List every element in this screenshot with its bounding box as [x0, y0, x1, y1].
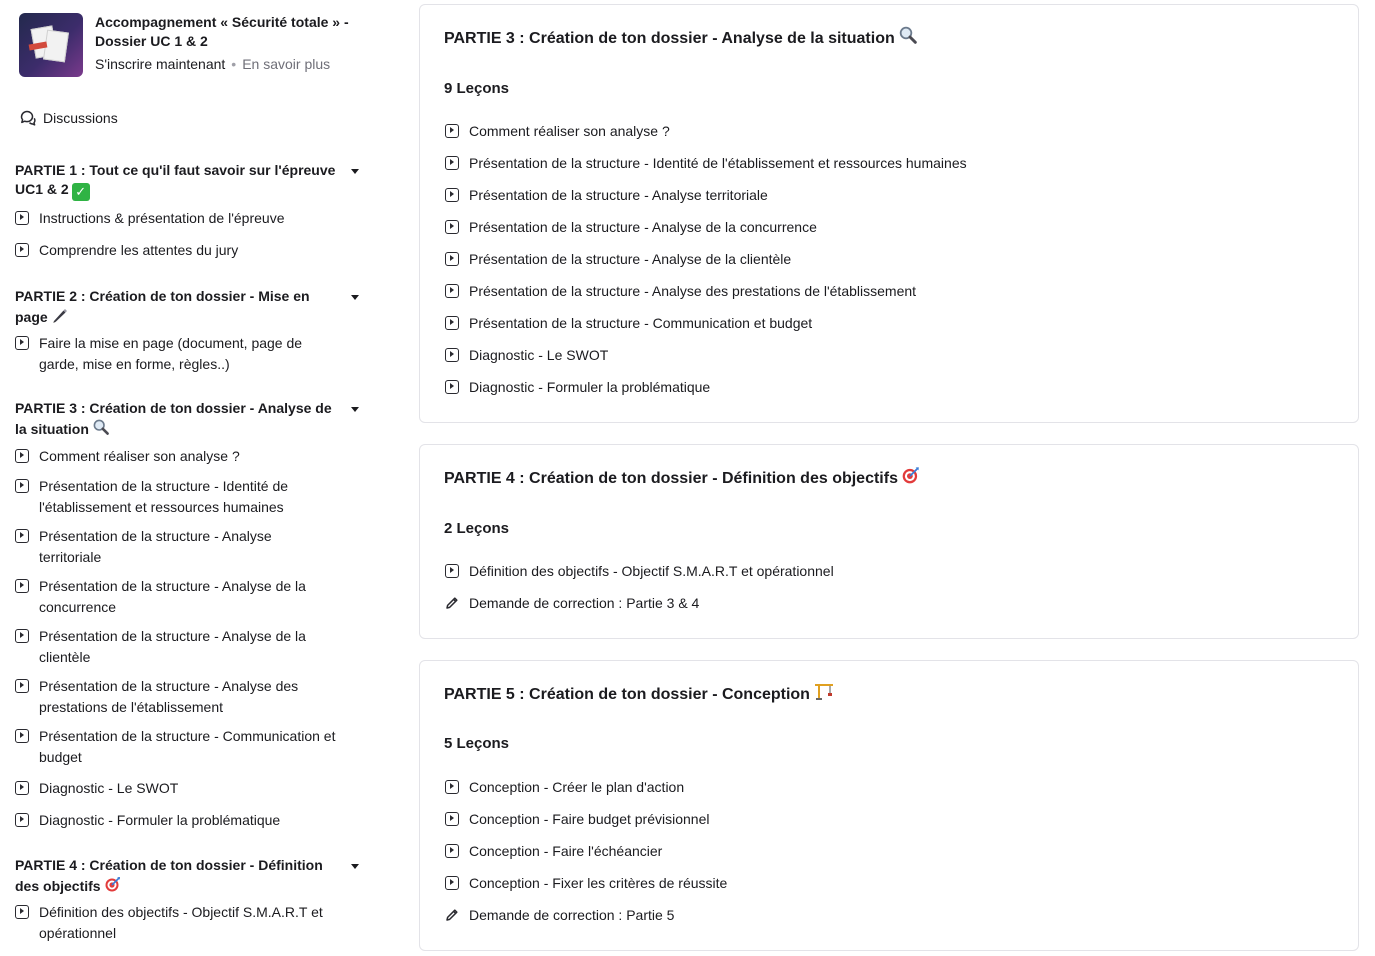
- lesson-item[interactable]: [445, 873, 727, 893]
- sidebar-lesson-item[interactable]: [15, 726, 370, 768]
- lesson-play-icon: [445, 316, 459, 330]
- lesson-label: Présentation de la structure - Analyse territoriale: [469, 187, 768, 203]
- lesson-count: 5 Leçons: [444, 735, 510, 752]
- sidebar-section-title-partie-4[interactable]: [15, 856, 340, 898]
- sidebar-section-title-text: PARTIE 2 : Création de ton dossier - Mise en page: [15, 288, 310, 325]
- lesson-item[interactable]: [445, 561, 834, 581]
- lesson-play-icon: [15, 729, 29, 743]
- pencil-icon: [445, 596, 459, 610]
- lesson-label: Diagnostic - Le SWOT: [469, 347, 609, 363]
- sidebar-lesson-item[interactable]: [15, 240, 370, 261]
- pen-emoji-icon: [51, 306, 69, 329]
- sidebar-lesson-item[interactable]: [15, 333, 370, 375]
- chevron-down-icon[interactable]: [351, 169, 359, 174]
- learn-more-link[interactable]: En savoir plus: [242, 56, 331, 72]
- sidebar-lesson-label: Faire la mise en page (document, page de garde, mise en forme, règles..): [39, 335, 303, 372]
- sidebar-section-title-text: PARTIE 3 : Création de ton dossier - Analyse de la situation: [15, 400, 332, 437]
- lesson-label: Conception - Fixer les critères de réussite: [469, 875, 728, 891]
- lesson-label: Présentation de la structure - Analyse de la clientèle: [469, 251, 792, 267]
- lesson-label: Demande de correction : Partie 3 & 4: [469, 595, 700, 611]
- lesson-item[interactable]: [445, 377, 710, 397]
- part-card-partie-5: [419, 660, 1359, 951]
- lesson-play-icon: [445, 220, 459, 234]
- lesson-play-icon: [445, 188, 459, 202]
- lesson-play-icon: [15, 449, 29, 463]
- sidebar-section-title-text: PARTIE 4 : Création de ton dossier - Définition des objectifs: [15, 857, 323, 894]
- discussions-link[interactable]: [19, 107, 118, 129]
- sidebar-lesson-item[interactable]: [15, 676, 370, 718]
- lesson-label: Demande de correction : Partie 5: [469, 907, 675, 923]
- lesson-label: Diagnostic - Formuler la problématique: [469, 379, 711, 395]
- lesson-play-icon: [15, 781, 29, 795]
- lesson-item[interactable]: [445, 777, 684, 797]
- course-title[interactable]: Accompagnement « Sécurité totale » - Dossier UC 1 & 2: [95, 14, 349, 49]
- lesson-count: 2 Leçons: [444, 520, 510, 537]
- lesson-label: Conception - Faire l'échéancier: [469, 843, 663, 859]
- lesson-play-icon: [445, 124, 459, 138]
- sidebar-lesson-label: Instructions & présentation de l'épreuve: [39, 210, 285, 226]
- course-thumbnail[interactable]: [19, 13, 83, 77]
- target-emoji-icon: [901, 465, 921, 492]
- part-title-text: PARTIE 5 : Création de ton dossier - Conception: [444, 686, 810, 703]
- discussions-label: Discussions: [43, 110, 118, 126]
- lesson-item[interactable]: [445, 313, 812, 333]
- lesson-play-icon: [445, 780, 459, 794]
- lesson-play-icon: [15, 679, 29, 693]
- sidebar-lesson-label: Présentation de la structure - Analyse territoriale: [39, 528, 272, 565]
- part-card-partie-3: [419, 4, 1359, 423]
- lesson-item[interactable]: [445, 841, 662, 861]
- sidebar-lesson-item[interactable]: [15, 810, 370, 831]
- sidebar-lesson-label: Diagnostic - Le SWOT: [39, 780, 179, 796]
- lesson-label: Conception - Créer le plan d'action: [469, 779, 685, 795]
- lesson-play-icon: [445, 252, 459, 266]
- magnifier-emoji-icon: [92, 418, 110, 441]
- sidebar-lesson-label: Définition des objectifs - Objectif S.M.A.R.T et opérationnel: [39, 904, 323, 941]
- lesson-item[interactable]: [445, 809, 709, 829]
- part-title[interactable]: [444, 465, 921, 492]
- sidebar-lesson-item[interactable]: [15, 576, 370, 618]
- course-actions: [95, 55, 330, 73]
- lesson-label: Conception - Faire budget prévisionnel: [469, 811, 710, 827]
- lesson-play-icon: [445, 844, 459, 858]
- magnifier-emoji-icon: [898, 25, 918, 52]
- lesson-play-icon: [15, 813, 29, 827]
- lesson-play-icon: [445, 812, 459, 826]
- lesson-item[interactable]: [445, 281, 916, 301]
- sidebar-lesson-label: Diagnostic - Formuler la problématique: [39, 812, 281, 828]
- sidebar-section-title-text: PARTIE 1 : Tout ce qu'il faut savoir sur l'épreuve UC1 & 2: [15, 162, 336, 197]
- enroll-now-link[interactable]: S'inscrire maintenant: [95, 56, 226, 72]
- part-title-text: PARTIE 3 : Création de ton dossier - Analyse de la situation: [444, 30, 895, 47]
- sidebar-lesson-label: Présentation de la structure - Analyse de la concurrence: [39, 578, 306, 615]
- target-emoji-icon: [104, 875, 122, 898]
- part-card-partie-4: [419, 444, 1359, 639]
- chevron-down-icon[interactable]: [351, 407, 359, 412]
- lesson-item[interactable]: [445, 217, 817, 237]
- lesson-item[interactable]: [445, 185, 768, 205]
- lesson-count: 9 Leçons: [444, 80, 510, 97]
- lesson-play-icon: [15, 479, 29, 493]
- lesson-label: Présentation de la structure - Analyse des prestations de l'établissement: [469, 283, 917, 299]
- sidebar-lesson-label: Présentation de la structure - Identité de l'établissement et ressources humaines: [39, 478, 289, 515]
- check-mark-emoji-icon: ✓: [72, 183, 90, 201]
- lesson-label: Présentation de la structure - Communication et budget: [469, 315, 813, 331]
- sidebar-lesson-label: Comment réaliser son analyse ?: [39, 448, 240, 464]
- part-title-text: PARTIE 4 : Création de ton dossier - Définition des objectifs: [444, 470, 898, 487]
- sidebar-lesson-item[interactable]: [15, 626, 370, 668]
- sidebar-section-title-partie-2[interactable]: [15, 287, 340, 329]
- sidebar-lesson-label: Comprendre les attentes du jury: [39, 242, 239, 258]
- lesson-item[interactable]: [445, 249, 791, 269]
- sidebar-lesson-item[interactable]: [15, 778, 370, 799]
- lesson-play-icon: [445, 876, 459, 890]
- correction-request-item[interactable]: [445, 905, 674, 925]
- course-sidebar: [0, 0, 380, 956]
- sidebar-lesson-label: Présentation de la structure - Communication et budget: [39, 728, 336, 765]
- lesson-play-icon: [445, 156, 459, 170]
- sidebar-lesson-label: Présentation de la structure - Analyse de la clientèle: [39, 628, 306, 665]
- chevron-down-icon[interactable]: [351, 864, 359, 869]
- lesson-item[interactable]: [445, 345, 608, 365]
- lesson-play-icon: [15, 211, 29, 225]
- chat-bubbles-icon: [19, 109, 37, 127]
- lesson-play-icon: [15, 243, 29, 257]
- lesson-play-icon: [445, 348, 459, 362]
- sidebar-lesson-item[interactable]: [15, 526, 370, 568]
- correction-request-item[interactable]: [445, 593, 699, 613]
- sidebar-section-title-partie-1[interactable]: [15, 161, 340, 201]
- separator-dot: •: [231, 56, 237, 72]
- lesson-play-icon: [15, 529, 29, 543]
- sidebar-lesson-item[interactable]: [15, 208, 370, 229]
- crane-emoji-icon: [813, 681, 835, 708]
- lesson-play-icon: [15, 579, 29, 593]
- lesson-label: Présentation de la structure - Identité de l'établissement et ressources humaines: [469, 155, 967, 171]
- lesson-play-icon: [15, 336, 29, 350]
- lesson-item[interactable]: [445, 121, 670, 141]
- part-title[interactable]: [444, 681, 835, 708]
- lesson-play-icon: [445, 564, 459, 578]
- chevron-down-icon[interactable]: [351, 295, 359, 300]
- sidebar-lesson-item[interactable]: [15, 902, 370, 944]
- part-title[interactable]: [444, 25, 918, 52]
- lesson-play-icon: [445, 380, 459, 394]
- lesson-label: Définition des objectifs - Objectif S.M.A.R.T et opérationnel: [469, 563, 834, 579]
- sidebar-section-title-partie-3[interactable]: [15, 399, 340, 441]
- sidebar-lesson-item[interactable]: [15, 446, 370, 467]
- lesson-play-icon: [15, 629, 29, 643]
- course-header: [19, 13, 369, 79]
- sidebar-lesson-label: Présentation de la structure - Analyse des prestations de l'établissement: [39, 678, 299, 715]
- lesson-play-icon: [15, 905, 29, 919]
- pencil-icon: [445, 908, 459, 922]
- sidebar-lesson-item[interactable]: [15, 476, 370, 518]
- lesson-label: Comment réaliser son analyse ?: [469, 123, 670, 139]
- lesson-label: Présentation de la structure - Analyse de la concurrence: [469, 219, 817, 235]
- lesson-item[interactable]: [445, 153, 967, 173]
- lesson-play-icon: [445, 284, 459, 298]
